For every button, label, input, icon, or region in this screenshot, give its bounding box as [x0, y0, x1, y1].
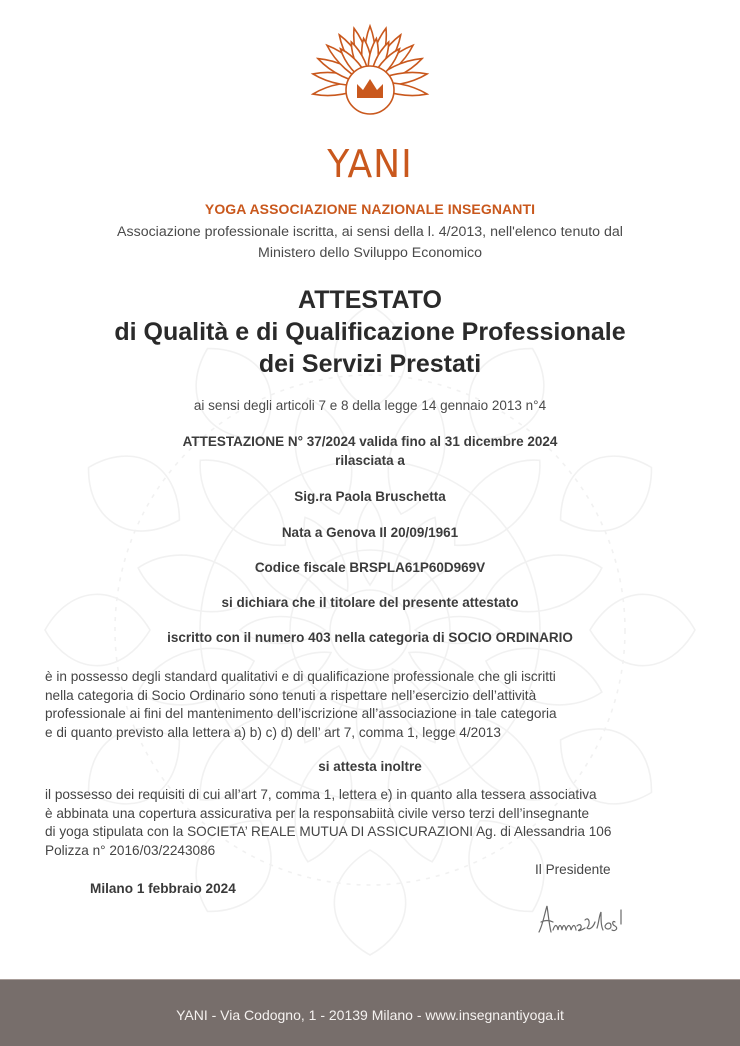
paragraph-line: Polizza n° 2016/03/2243086: [45, 842, 216, 858]
signature-icon: [535, 898, 645, 940]
insurance-paragraph: [45, 786, 705, 860]
paragraph-line: e di quanto previsto alla lettera a) b) c) d) dell’ art 7, comma 1, legge 4/2013: [45, 724, 501, 740]
association-description: [0, 222, 740, 264]
title-line-2: di Qualità e di Qualificazione Professionale: [114, 318, 626, 346]
lotus-crown-icon: [310, 14, 430, 144]
paragraph-line: professionale ai fini del mantenimento dell’iscrizione all’associazione in tale categoria: [45, 706, 557, 722]
registration-info: iscritto con il numero 403 nella categoria di SOCIO ORDINARIO: [167, 630, 573, 645]
footer-bar: [0, 979, 740, 1046]
also-attests: si attesta inoltre: [318, 759, 422, 774]
president-label: Il Presidente: [535, 862, 611, 877]
declaration: si dichiara che il titolare del presente attestato: [221, 595, 519, 610]
attestation-number: ATTESTAZIONE N° 37/2024 valida fino al 31 dicembre 2024: [182, 434, 558, 449]
association-name: YOGA ASSOCIAZIONE NAZIONALE INSEGNANTI: [204, 201, 536, 217]
yani-logo: [310, 14, 430, 190]
legal-reference: ai sensi degli articoli 7 e 8 della legge 14 gennaio 2013 n°4: [193, 398, 547, 413]
standards-paragraph: [45, 668, 705, 742]
paragraph-line: nella categoria di Socio Ordinario sono tenuti a rispettare nell’esercizio dell’attività: [45, 687, 537, 703]
association-desc-line: Associazione professionale iscritta, ai sensi della l. 4/2013, nell'elenco tenuto dal: [117, 224, 623, 240]
title-line-3: dei Servizi Prestati: [258, 350, 482, 378]
association-desc-line: Ministero dello Sviluppo Economico: [258, 245, 482, 261]
paragraph-line: è in possesso degli standard qualitativi e di qualificazione professionale che gli iscritti: [45, 669, 556, 684]
holder-name: Sig.ra Paola Bruschetta: [294, 489, 446, 504]
logo-text: YANI: [327, 142, 413, 186]
paragraph-line: il possesso dei requisiti di cui all’art 7, comma 1, lettera e) in quanto alla tessera associativa: [45, 787, 597, 802]
footer-address: YANI - Via Codogno, 1 - 20139 Milano - www.insegnantiyoga.it: [176, 1007, 564, 1023]
title-line-1: ATTESTATO: [298, 286, 442, 314]
issued-to-label: rilasciata a: [335, 453, 405, 468]
paragraph-line: è abbinata una copertura assicurativa per la responsabiità civile verso terzi dell’insegnante: [45, 805, 590, 821]
place-date: Milano 1 febbraio 2024: [90, 881, 236, 896]
paragraph-line: di yoga stipulata con la SOCIETA’ REALE MUTUA DI ASSICURAZIONI Ag. di Alessandria 106: [45, 824, 612, 840]
certificate-title: [0, 284, 740, 380]
birth-info: Nata a Genova Il 20/09/1961: [281, 525, 459, 540]
fiscal-code: Codice fiscale BRSPLA61P60D969V: [254, 560, 486, 575]
